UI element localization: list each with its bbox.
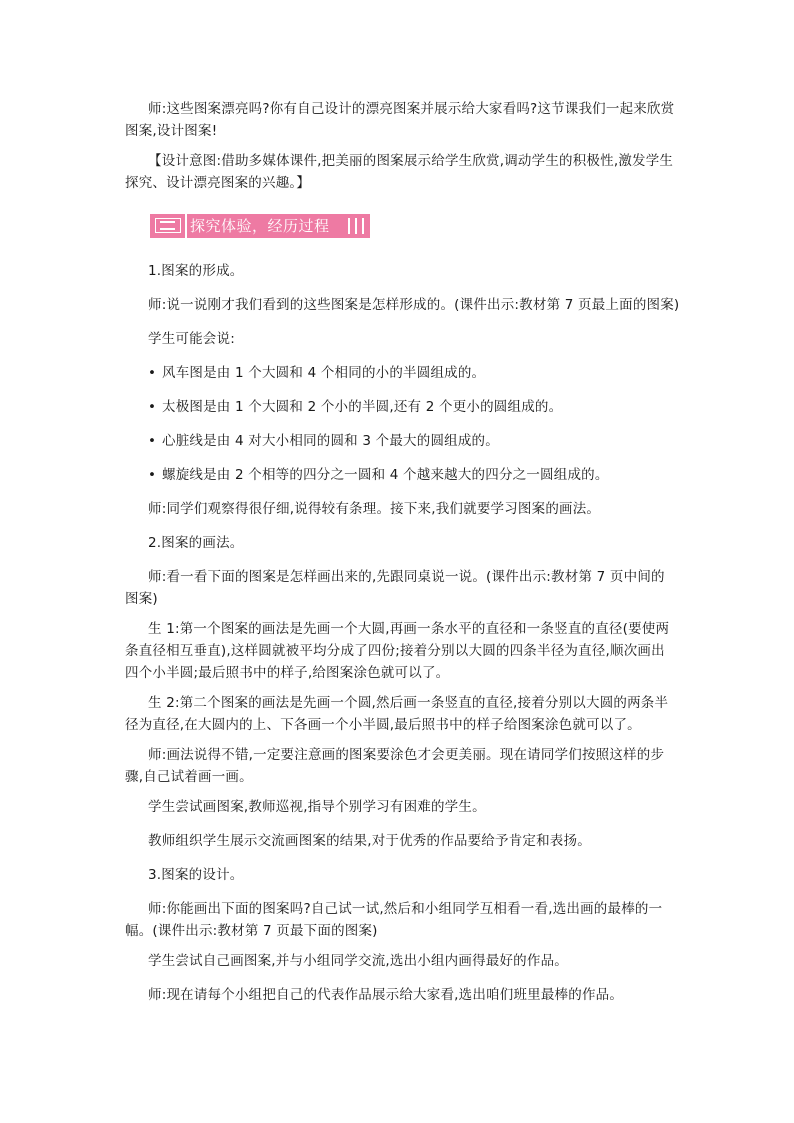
bullet-icon: •	[148, 467, 157, 483]
bullet-icon: •	[148, 433, 157, 449]
paragraph-student-draw: 学生尝试自己画图案,并与小组同学交流,选出小组内画得最好的作品。	[148, 953, 568, 969]
subheading-pattern-design: 3.图案的设计。	[148, 867, 244, 883]
paragraph-teacher-organize: 教师组织学生展示交流画图案的结果,对于优秀的作品要给予肯定和表扬。	[148, 833, 591, 849]
bullet-icon: •	[148, 365, 157, 381]
paragraph-student-2: 生 2:第二个图案的画法是先画一个圆,然后画一条竖直的直径,接着分别以大圆的两条半径为直径,在大圆内的上、下各画一个小半圆,最后照书中的样子给图案涂色就可以了。	[125, 695, 669, 733]
paragraph-students-say: 学生可能会说:	[148, 331, 235, 347]
list-item-text: 太极图是由 1 个大圆和 2 个小的半圆,还有 2 个更小的圆组成的。	[162, 399, 563, 415]
subheading-drawing-method: 2.图案的画法。	[148, 535, 244, 551]
paragraph-student-try: 学生尝试画图案,教师巡视,指导个别学习有困难的学生。	[148, 799, 486, 815]
banner-bars-decoration	[343, 218, 364, 234]
list-item	[148, 464, 678, 486]
banner-divider	[185, 214, 187, 238]
list-item-text: 螺旋线是由 2 个相等的四分之一圆和 4 个越来越大的四分之一圆组成的。	[162, 467, 609, 483]
list-item	[148, 396, 678, 418]
section-box-icon	[155, 218, 181, 233]
paragraph-student-1: 生 1:第一个图案的画法是先画一个大圆,再画一条水平的直径和一条竖直的直径(要使两条直径相互垂直),这样圆就被平均分成了四份;接着分别以大圆的四条半径为直径,顺次画出四个小半圆;最后照书中的样子,给图案涂色就可以了。	[125, 621, 670, 681]
paragraph-teacher-steps: 师:画法说得不错,一定要注意画的图案要涂色才会更美丽。现在请同学们按照这样的步骤,自己试着画一画。	[125, 747, 665, 785]
paragraph-teacher-question: 师:说一说刚才我们看到的这些图案是怎样形成的。(课件出示:教材第 7 页最上面的图案)	[148, 297, 680, 313]
list-item-text: 心脏线是由 4 对大小相同的圆和 3 个最大的圆组成的。	[162, 433, 499, 449]
paragraph-intro: 师:这些图案漂亮吗?你有自己设计的漂亮图案并展示给大家看吗?这节课我们一起来欣赏图案,设计图案!	[125, 101, 675, 139]
subheading-pattern-formation: 1.图案的形成。	[148, 263, 244, 279]
list-item	[148, 430, 678, 452]
section-banner	[150, 214, 370, 238]
paragraph-design-intent: 【设计意图:借助多媒体课件,把美丽的图案展示给学生欣赏,调动学生的积极性,激发学生探究、设计漂亮图案的兴趣。】	[125, 153, 674, 191]
paragraph-teacher-comment: 师:同学们观察得很仔细,说得较有条理。接下来,我们就要学习图案的画法。	[148, 501, 601, 517]
paragraph-teacher-showcase: 师:现在请每个小组把自己的代表作品展示给大家看,选出咱们班里最棒的作品。	[148, 987, 624, 1003]
section-title: 探究体验，经历过程	[190, 217, 330, 235]
list-item	[148, 362, 678, 384]
paragraph-teacher-challenge: 师:你能画出下面的图案吗?自己试一试,然后和小组同学互相看一看,选出画的最棒的一幅。(课件出示:教材第 7 页最下面的图案)	[125, 901, 663, 939]
bullet-icon: •	[148, 399, 157, 415]
paragraph-teacher-drawing: 师:看一看下面的图案是怎样画出来的,先跟同桌说一说。(课件出示:教材第 7 页中间的图案)	[125, 569, 665, 607]
list-item-text: 风车图是由 1 个大圆和 4 个相同的小的半圆组成的。	[162, 365, 486, 381]
